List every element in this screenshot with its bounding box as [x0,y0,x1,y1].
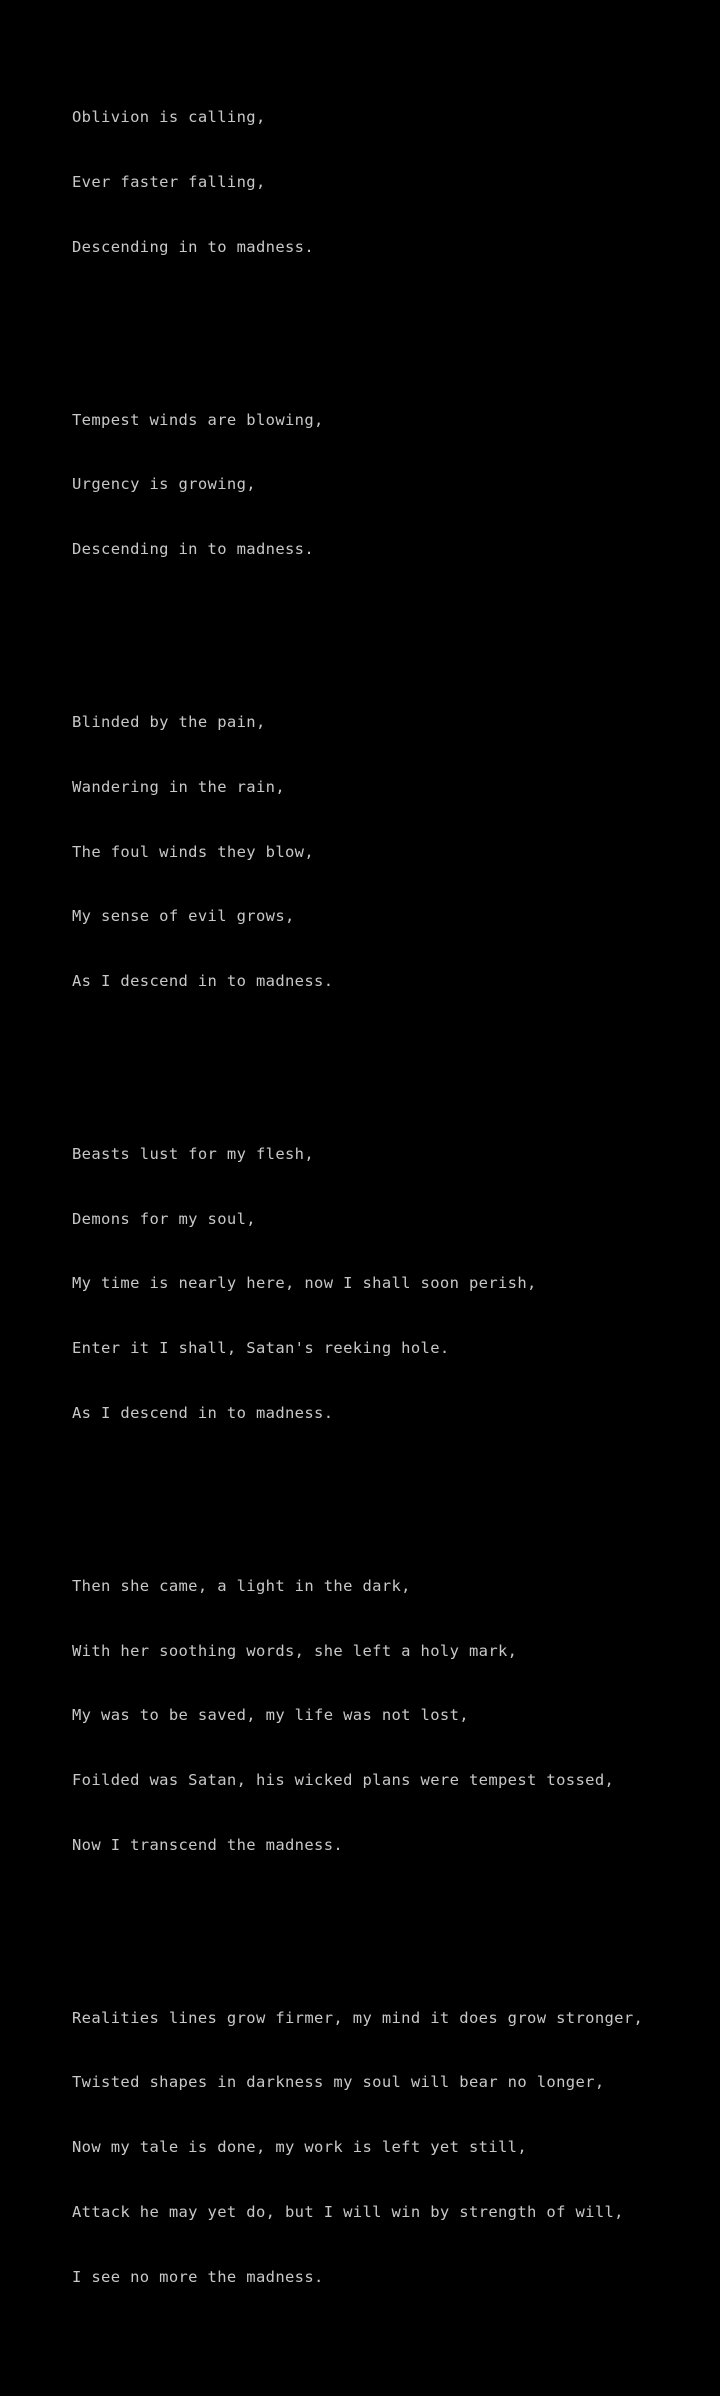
poem-line: Now I transcend the madness. [72,1835,344,1854]
poem-line: Twisted shapes in darkness my soul will bear no longer, [72,2073,605,2092]
poem-line: I see no more the madness. [72,2267,324,2286]
stanza-2 [72,367,643,605]
poem-line: Demons for my soul, [72,1209,256,1228]
stanza-4 [72,1101,643,1468]
poem-line: Beasts lust for my flesh, [72,1144,315,1163]
poem-line: Oblivion is calling, [72,108,266,127]
poem-line: Urgency is growing, [72,475,256,494]
poem-line: As I descend in to madness. [72,972,334,991]
poem-line: With her soothing words, she left a holy mark, [72,1641,518,1660]
stanza-3 [72,669,643,1036]
poem-line: Tempest winds are blowing, [72,410,324,429]
poem-line: Wandering in the rain, [72,777,285,796]
poem-line: Blinded by the pain, [72,713,266,731]
poem-line: Descending in to madness. [72,540,315,559]
poem-line: My was to be saved, my life was not lost, [72,1706,469,1725]
poem-line: As I descend in to madness. [72,1404,334,1422]
poem-line: Enter it I shall, Satan's reeking hole. [72,1339,450,1358]
poem-line: Realities lines grow firmer, my mind it does grow stronger, [72,2008,644,2027]
stanza-6 [72,1964,643,2331]
poem-text [72,21,643,2396]
stanza-1 [72,64,643,302]
poem-line: My time is nearly here, now I shall soon perish, [72,1274,537,1293]
poem-line: The foul winds they blow, [72,842,315,861]
poem-line: Ever faster falling, [72,173,266,192]
poem-line: Then she came, a light in the dark, [72,1576,411,1595]
stanza-5 [72,1533,643,1900]
poem-line: Foilded was Satan, his wicked plans were tempest tossed, [72,1771,615,1790]
poem-line: Now my tale is done, my work is left yet still, [72,2138,528,2157]
poem-line: Attack he may yet do, but I will win by strength of will, [72,2202,624,2221]
poem-line: Descending in to madness. [72,237,315,256]
poem-line: My sense of evil grows, [72,907,295,926]
